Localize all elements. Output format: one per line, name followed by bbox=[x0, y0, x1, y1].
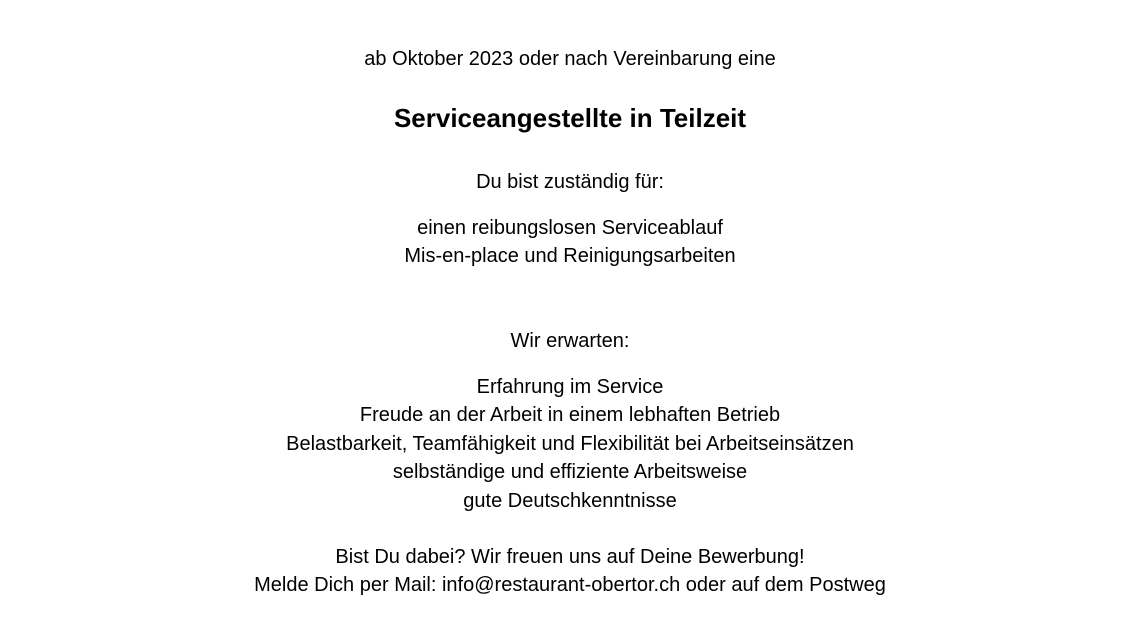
responsibilities-heading: Du bist zuständig für: bbox=[476, 171, 664, 193]
expectation-item: Erfahrung im Service bbox=[476, 376, 664, 398]
job-title: Serviceangestellte in Teilzeit bbox=[393, 103, 747, 133]
responsibility-item: Mis-en-place und Reinigungsarbeiten bbox=[404, 245, 736, 267]
closing-contact: Melde Dich per Mail: info@restaurant-obertor.ch oder auf dem Postweg bbox=[254, 574, 886, 596]
expectation-item: gute Deutschkenntnisse bbox=[463, 490, 677, 512]
responsibility-item: einen reibungslosen Serviceablauf bbox=[417, 217, 723, 239]
closing-invitation: Bist Du dabei? Wir freuen uns auf Deine Bewerbung! bbox=[335, 546, 805, 568]
expectation-item: selbständige und effiziente Arbeitsweise bbox=[392, 461, 748, 483]
expectations-heading: Wir erwarten: bbox=[510, 330, 630, 352]
intro-text: ab Oktober 2023 oder nach Vereinbarung eine bbox=[364, 48, 776, 70]
expectation-item: Belastbarkeit, Teamfähigkeit und Flexibilität bei Arbeitseinsätzen bbox=[286, 433, 854, 455]
expectation-item: Freude an der Arbeit in einem lebhaften Betrieb bbox=[359, 404, 781, 426]
